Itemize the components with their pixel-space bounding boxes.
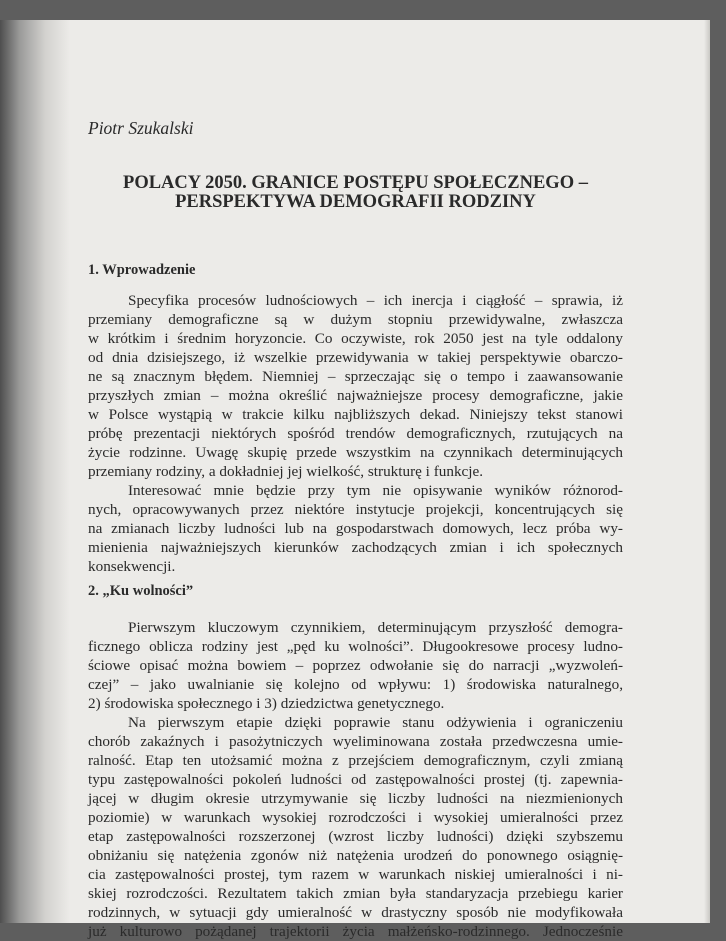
title-line: POLACY 2050. GRANICE POSTĘPU SPOŁECZNEGO – (123, 173, 588, 193)
text-line: nych, opracowywanych przez niektóre instytucje projekcji, koncentrujących się (88, 501, 623, 518)
text-line: Specyfika procesów ludnościowych – ich inercja i ciągłość – sprawia, iż (128, 292, 623, 309)
article-title (88, 174, 623, 212)
text-line: etap zastępowalności rozszerzonej (wzrost liczby ludności) dzięki szybszemu (88, 828, 623, 845)
paragraph (88, 618, 623, 713)
text-line: poziomie) w warunkach wysokiej rozrodczości i wysokiej umieralności przez (88, 809, 623, 826)
text-line: na zmianach liczby ludności lub na gospodarstwach domowych, lecz próba wy- (88, 520, 623, 537)
title-line: PERSPEKTYWA DEMOGRAFII RODZINY (175, 192, 536, 212)
text-line: od dnia dzisiejszego, iż wszelkie przewidywania w takiej perspektywie obarczo- (88, 349, 623, 366)
text-line: typu zastępowalności pokoleń ludności od zastępowalności prostej (tj. zapewnia- (88, 771, 623, 788)
text-line: Interesować mnie będzie przy tym nie opisywanie wyników różnorod- (128, 482, 623, 499)
text-line: chorób zakaźnych i pasożytniczych wyeliminowana została przedwczesna umie- (88, 733, 623, 750)
text-line: przemiany rodziny, a dokładniej jej wielkość, strukturę i funkcje. (88, 463, 484, 480)
section-heading-ku-wolnosci: 2. „Ku wolności” (88, 583, 194, 599)
text-line: już kulturowo pożądanej trajektorii życia małżeńsko-rodzinnego. Jednocześnie (88, 923, 623, 940)
text-line: cia zastępowalności prostej, tym razem w warunkach niskiej umieralności i ni- (88, 866, 623, 883)
author-name: Piotr Szukalski (88, 118, 194, 138)
text-line: konsekwencji. (88, 558, 176, 575)
binding-shadow (0, 20, 70, 923)
text-line: ficznego oblicza rodziny jest „pęd ku wolności”. Długookresowe procesy ludno- (88, 638, 623, 655)
text-line: próbę prezentacji niektórych spośród trendów demograficznych, rzutujących na (88, 425, 623, 442)
paragraph (88, 713, 623, 941)
text-line: obniżaniu się natężenia zgonów niż natężenia urodzeń do ponownego osiągnię- (88, 847, 623, 864)
text-line: jącej w długim okresie utrzymywanie się liczby ludności na niezmienionych (88, 790, 623, 807)
text-line: w krótkim i średnim horyzoncie. Co oczywiste, rok 2050 jest na tyle oddalony (88, 330, 623, 347)
text-line: życie rodzinne. Uwagę skupię przede wszystkim na czynnikach determinujących (88, 444, 623, 461)
text-line: ściowe opisać można bowiem – poprzez odwołanie się do narracji „wyzwoleń- (88, 657, 623, 674)
text-line: rodzinnych, w sytuacji gdy umieralność w drastyczny sposób nie modyfikowała (88, 904, 623, 921)
text-line: mienienia najważniejszych kierunków zachodzących zmian i ich społecznych (88, 539, 623, 556)
text-line: przyszłych zmian – można określić najważniejsze procesy demograficzne, jakie (88, 387, 623, 404)
text-line: przemiany demograficzne są w dużym stopniu przewidywalne, zwłaszcza (88, 311, 623, 328)
text-line: Pierwszym kluczowym czynnikiem, determinującym przyszłość demogra- (128, 619, 623, 636)
text-line: 2) środowiska społecznego i 3) dziedzictwa genetycznego. (88, 695, 445, 712)
section-heading-introduction: 1. Wprowadzenie (88, 262, 196, 278)
paragraph (88, 291, 623, 481)
book-page (0, 20, 710, 940)
text-line: czej” – jako uwalnianie się kolejno od wpływu: 1) środowiska naturalnego, (88, 676, 623, 693)
text-line: Na pierwszym etapie dzięki poprawie stanu odżywienia i ograniczeniu (128, 714, 623, 731)
text-line: w Polsce wystąpią w trakcie kilku najbliższych dekad. Niniejszy tekst stanowi (88, 406, 623, 423)
text-line: ralność. Etap ten utożsamić można z przejściem demograficznym, czyli zmianą (88, 752, 623, 769)
text-line: skiej rozrodczości. Rezultatem takich zmian była standaryzacja przebiegu karier (88, 885, 623, 902)
paragraph (88, 481, 623, 576)
text-line: ne są znacznym błędem. Niemniej – sprzeczając się o tempo i zaawansowanie (88, 368, 623, 385)
page-edge (704, 20, 710, 923)
